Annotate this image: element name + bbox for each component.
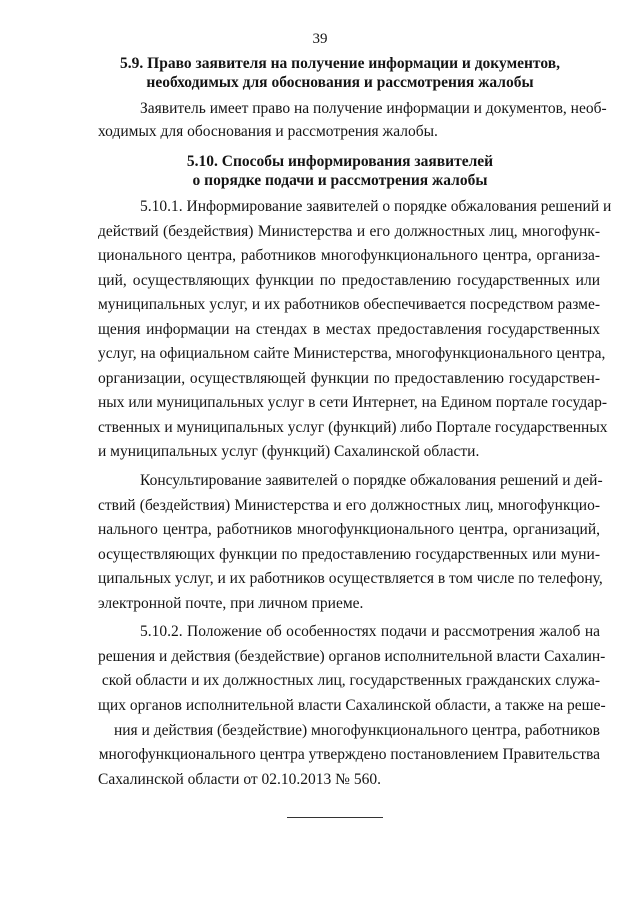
paragraph-line: осуществляющих функции по предоставлению государственных или муни- — [98, 546, 600, 563]
paragraph-line: услуг, на официальном сайте Министерства, многофункционального центра, — [98, 345, 606, 362]
paragraph-line: ской области и их должностных лиц, государственных гражданских служа- — [101, 672, 600, 689]
section-5-10-heading-line-2: о порядке подачи и рассмотрения жалобы — [192, 172, 488, 189]
paragraph-line: щения информации на стендах в местах предоставления государственных — [98, 321, 600, 338]
paragraph-line: ционального центра, работников многофункционального центра, организа- — [98, 247, 600, 264]
paragraph-line: Сахалинской области от 02.10.2013 № 560. — [98, 771, 381, 788]
paragraph-line: Заявитель имеет право на получение информации и документов, необ- — [140, 100, 607, 117]
section-5-9-heading-line-2: необходимых для обоснования и рассмотрения жалобы — [146, 74, 534, 91]
page-number: 39 — [312, 31, 328, 47]
paragraph-line: ципальных услуг, и их работников осуществляется в том числе по телефону, — [98, 570, 603, 587]
paragraph-line: и муниципальных услуг (функций) Сахалинской области. — [98, 443, 480, 460]
paragraph-line: ций, осуществляющих функции по предоставлению государственных или — [98, 272, 600, 289]
paragraph-line: ственных и муниципальных услуг (функций) либо Портале государственных — [98, 419, 608, 436]
paragraph-line: ствий (бездействия) Министерства и его должностных лиц, многофункцио- — [98, 497, 600, 514]
paragraph-line: ходимых для обоснования и рассмотрения жалобы. — [98, 123, 438, 140]
paragraph-line: 5.10.2. Положение об особенностях подачи и рассмотрения жалоб на — [140, 623, 600, 640]
paragraph-line: нального центра, работников многофункционального центра, организаций, — [98, 521, 600, 538]
section-5-10-heading-line-1: 5.10. Способы информирования заявителей — [186, 153, 494, 170]
end-of-section-rule — [287, 817, 383, 818]
paragraph-line: щих органов исполнительной власти Сахалинской области, а также на реше- — [98, 697, 606, 714]
paragraph-line: организации, осуществляющей функции по предоставлению государствен- — [98, 370, 600, 387]
paragraph-line: ных или муниципальных услуг в сети Интернет, на Едином портале государ- — [98, 394, 608, 411]
paragraph-line: решения и действия (бездействие) органов исполнительной власти Сахалин- — [98, 648, 606, 665]
paragraph-line: электронной почте, при личном приеме. — [98, 595, 364, 612]
paragraph-line: Консультирование заявителей о порядке обжалования решений и дей- — [140, 472, 603, 489]
paragraph-line: многофункционального центра утверждено постановлением Правительства — [98, 746, 600, 763]
section-5-9-heading-line-1: 5.9. Право заявителя на получение информации и документов, — [120, 55, 560, 72]
paragraph-line: действий (бездействия) Министерства и его должностных лиц, многофунк- — [98, 223, 600, 240]
paragraph-line: муниципальных услуг, и их работников обеспечивается посредством разме- — [98, 296, 600, 313]
paragraph-line: 5.10.1. Информирование заявителей о порядке обжалования решений и — [140, 198, 612, 215]
paragraph-line: ния и действия (бездействие) многофункционального центра, работников — [113, 722, 600, 739]
